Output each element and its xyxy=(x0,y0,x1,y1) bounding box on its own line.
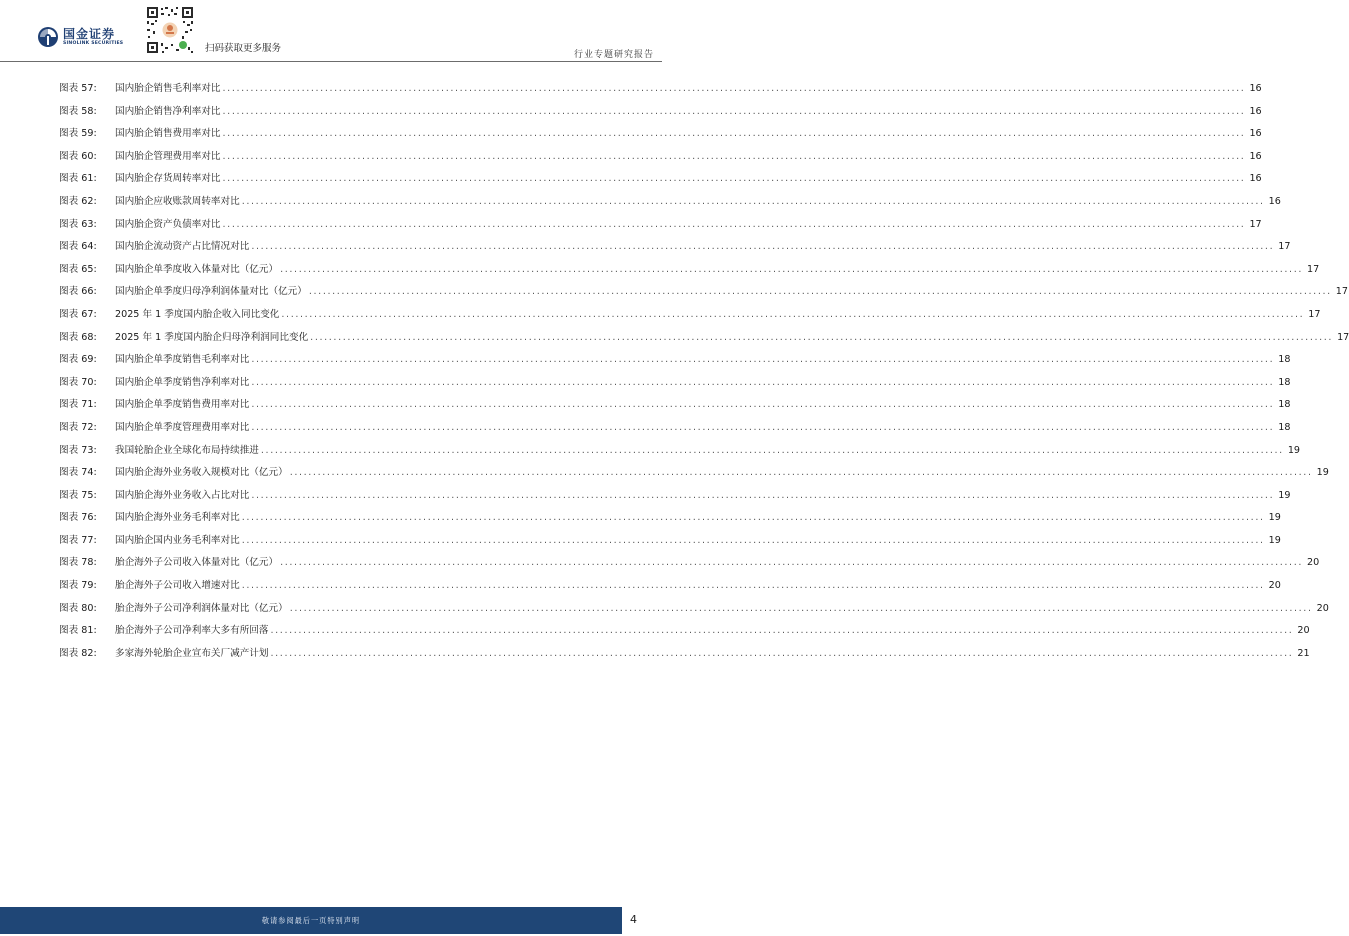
scan-prompt-text: 扫码获取更多服务 xyxy=(205,43,282,54)
toc-entry[interactable] xyxy=(59,442,1301,465)
figure-number: 图表 72: xyxy=(59,421,97,433)
figure-page-number: 20 xyxy=(1268,580,1281,592)
page-header xyxy=(0,0,662,64)
figure-title: 国内胎企流动资产占比情况对比 xyxy=(115,241,250,253)
figure-page-number: 17 xyxy=(1278,241,1291,253)
dot-leader: ............................................................................................................................................................................................................................ xyxy=(280,557,1303,569)
figure-title: 国内胎企国内业务毛利率对比 xyxy=(115,534,240,546)
figure-page-number: 16 xyxy=(1249,105,1262,117)
dot-leader: ............................................................................................................................................................................................................................ xyxy=(280,263,1303,275)
toc-entry[interactable] xyxy=(59,600,1329,623)
figure-page-number: 16 xyxy=(1249,128,1262,140)
figure-title: 国内胎企应收账款周转率对比 xyxy=(115,195,240,207)
company-logo xyxy=(37,26,123,48)
figure-page-number: 21 xyxy=(1297,647,1310,659)
toc-entry[interactable] xyxy=(59,261,1320,284)
figure-number: 图表 67: xyxy=(59,308,97,320)
dot-leader: ............................................................................................................................................................................................................................ xyxy=(251,376,1275,388)
toc-entry[interactable] xyxy=(59,487,1291,510)
toc-entry[interactable] xyxy=(59,396,1291,419)
dot-leader: ............................................................................................................................................................................................................................ xyxy=(241,580,1265,592)
toc-entry[interactable] xyxy=(59,125,1262,148)
dot-leader: ............................................................................................................................................................................................................................ xyxy=(222,150,1246,162)
figure-title: 国内胎企销售毛利率对比 xyxy=(115,83,221,94)
figure-page-number: 19 xyxy=(1316,467,1329,479)
figure-title: 国内胎企存货周转率对比 xyxy=(115,173,221,185)
figure-title: 胎企海外子公司净利润体量对比（亿元） xyxy=(115,602,288,614)
figure-title: 胎企海外子公司净利率大多有所回落 xyxy=(115,625,269,637)
toc-entry[interactable] xyxy=(59,329,1349,352)
figure-number: 图表 65: xyxy=(59,263,97,275)
figure-page-number: 17 xyxy=(1308,308,1321,320)
toc-entry[interactable] xyxy=(59,464,1329,487)
figure-title: 多家海外轮胎企业宣布关厂减产计划 xyxy=(115,647,269,659)
figure-title: 国内胎企海外业务毛利率对比 xyxy=(115,512,240,524)
dot-leader: ............................................................................................................................................................................................................................ xyxy=(289,467,1313,479)
figure-title: 国内胎企单季度销售费用率对比 xyxy=(115,399,250,411)
figure-number: 图表 71: xyxy=(59,399,97,411)
toc-entry[interactable] xyxy=(59,80,1262,103)
qr-code-icon[interactable] xyxy=(145,5,195,55)
figure-number: 图表 57: xyxy=(59,83,97,94)
toc-entry[interactable] xyxy=(59,622,1310,645)
toc-entry[interactable] xyxy=(59,509,1281,532)
dot-leader: ............................................................................................................................................................................................................................ xyxy=(310,331,1334,343)
toc-entry[interactable] xyxy=(59,645,1310,668)
figure-page-number: 19 xyxy=(1287,444,1301,456)
dot-leader: ............................................................................................................................................................................................................................ xyxy=(241,534,1265,546)
dot-leader: ............................................................................................................................................................................................................................ xyxy=(222,105,1246,117)
figure-page-number: 20 xyxy=(1297,625,1310,637)
figure-page-number: 16 xyxy=(1249,150,1262,162)
figure-number: 图表 78: xyxy=(59,557,97,569)
toc-entry[interactable] xyxy=(59,374,1291,397)
toc-entry[interactable] xyxy=(59,193,1281,216)
logo-chinese-name: 国金证券 xyxy=(63,26,116,41)
dot-leader: ............................................................................................................................................................................................................................ xyxy=(222,83,1246,94)
figure-page-number: 16 xyxy=(1249,83,1262,94)
dot-leader: ............................................................................................................................................................................................................................ xyxy=(281,308,1305,320)
figure-number: 图表 81: xyxy=(59,625,97,637)
figure-page-number: 19 xyxy=(1268,534,1281,546)
figure-number: 图表 74: xyxy=(59,467,97,479)
figure-page-number: 17 xyxy=(1249,218,1262,230)
figure-page-number: 17 xyxy=(1307,263,1320,275)
toc-entry[interactable] xyxy=(59,283,1348,306)
dot-leader: ............................................................................................................................................................................................................................ xyxy=(251,399,1275,411)
figure-title: 国内胎企资产负债率对比 xyxy=(115,218,221,230)
dot-leader: ............................................................................................................................................................................................................................ xyxy=(241,512,1265,524)
figure-page-number: 19 xyxy=(1268,512,1281,524)
figure-number: 图表 79: xyxy=(59,580,97,592)
toc-entry[interactable] xyxy=(59,216,1262,239)
dot-leader: ............................................................................................................................................................................................................................ xyxy=(260,444,1284,456)
dot-leader: ............................................................................................................................................................................................................................ xyxy=(270,625,1294,637)
toc-entry[interactable] xyxy=(59,554,1320,577)
dot-leader: ............................................................................................................................................................................................................................ xyxy=(222,173,1246,185)
logo-english-name: SINOLINK SECURITIES xyxy=(63,40,124,46)
figure-title: 国内胎企单季度销售净利率对比 xyxy=(115,376,250,388)
dot-leader: ............................................................................................................................................................................................................................ xyxy=(222,218,1246,230)
figure-number: 图表 77: xyxy=(59,534,97,546)
figure-title: 国内胎企管理费用率对比 xyxy=(115,150,221,162)
dot-leader: ............................................................................................................................................................................................................................ xyxy=(222,128,1246,140)
figure-title: 国内胎企单季度管理费用率对比 xyxy=(115,421,250,433)
toc-entry[interactable] xyxy=(59,103,1262,126)
disclaimer-note: 敬请参阅最后一页特别声明 xyxy=(261,916,361,925)
figure-number: 图表 58: xyxy=(59,105,97,117)
figure-title: 我国轮胎企业全球化布局持续推进 xyxy=(115,444,259,456)
figure-title: 国内胎企单季度销售毛利率对比 xyxy=(115,354,250,366)
figure-number: 图表 63: xyxy=(59,218,97,230)
page-number: 4 xyxy=(630,913,637,926)
figure-page-number: 18 xyxy=(1278,421,1291,433)
figure-number: 图表 76: xyxy=(59,512,97,524)
figure-number: 图表 68: xyxy=(59,331,97,343)
logo-mark-icon xyxy=(37,26,59,48)
dot-leader: ............................................................................................................................................................................................................................ xyxy=(289,602,1313,614)
dot-leader: ............................................................................................................................................................................................................................ xyxy=(251,489,1275,501)
toc-entry[interactable] xyxy=(59,577,1281,600)
figure-title: 国内胎企销售费用率对比 xyxy=(115,128,221,140)
toc-entry[interactable] xyxy=(59,419,1291,442)
figure-title: 国内胎企单季度收入体量对比（亿元） xyxy=(115,263,279,275)
toc-entry[interactable] xyxy=(59,170,1262,193)
dot-leader: ............................................................................................................................................................................................................................ xyxy=(241,195,1265,207)
report-type-label: 行业专题研究报告 xyxy=(573,50,654,60)
dot-leader: ............................................................................................................................................................................................................................ xyxy=(251,421,1275,433)
figure-page-number: 18 xyxy=(1278,354,1291,366)
dot-leader: ............................................................................................................................................................................................................................ xyxy=(251,241,1275,253)
toc-entry[interactable] xyxy=(59,306,1321,329)
figure-title: 国内胎企海外业务收入占比对比 xyxy=(115,489,250,501)
figure-title: 国内胎企单季度归母净利润体量对比（亿元） xyxy=(115,286,307,298)
figure-page-number: 17 xyxy=(1335,286,1348,298)
figure-number: 图表 59: xyxy=(59,128,97,140)
figure-page-number: 17 xyxy=(1337,331,1349,343)
header-divider xyxy=(0,61,662,62)
toc-entry[interactable] xyxy=(59,148,1262,171)
figure-page-number: 16 xyxy=(1268,195,1281,207)
figure-number: 图表 70: xyxy=(59,376,97,388)
dot-leader: ............................................................................................................................................................................................................................ xyxy=(251,354,1275,366)
figure-page-number: 20 xyxy=(1316,602,1329,614)
figure-number: 图表 80: xyxy=(59,602,97,614)
toc-entry[interactable] xyxy=(59,351,1291,374)
figure-page-number: 19 xyxy=(1278,489,1291,501)
figure-number: 图表 69: xyxy=(59,354,97,366)
figure-title: 国内胎企海外业务收入规模对比（亿元） xyxy=(115,467,288,479)
figure-title: 2025 年 1 季度国内胎企归母净利润同比变化 xyxy=(115,331,309,343)
figure-number: 图表 60: xyxy=(59,150,97,162)
dot-leader: ............................................................................................................................................................................................................................ xyxy=(308,286,1332,298)
page-footer xyxy=(0,907,662,936)
figure-page-number: 20 xyxy=(1307,557,1320,569)
figure-title: 胎企海外子公司收入体量对比（亿元） xyxy=(115,557,279,569)
figure-page-number: 18 xyxy=(1278,399,1291,411)
figure-page-number: 18 xyxy=(1278,376,1291,388)
figure-number: 图表 82: xyxy=(59,647,97,659)
toc-entry[interactable] xyxy=(59,238,1291,261)
figure-list xyxy=(59,80,1349,667)
figure-title: 胎企海外子公司收入增速对比 xyxy=(115,580,240,592)
figure-number: 图表 61: xyxy=(59,173,97,185)
figure-number: 图表 73: xyxy=(59,444,97,456)
figure-number: 图表 62: xyxy=(59,195,97,207)
toc-entry[interactable] xyxy=(59,532,1281,555)
figure-title: 2025 年 1 季度国内胎企收入同比变化 xyxy=(115,308,280,320)
dot-leader: ............................................................................................................................................................................................................................ xyxy=(270,647,1294,659)
figure-page-number: 16 xyxy=(1249,173,1262,185)
figure-number: 图表 75: xyxy=(59,489,97,501)
figure-number: 图表 64: xyxy=(59,241,97,253)
figure-title: 国内胎企销售净利率对比 xyxy=(115,105,221,117)
figure-number: 图表 66: xyxy=(59,286,97,298)
